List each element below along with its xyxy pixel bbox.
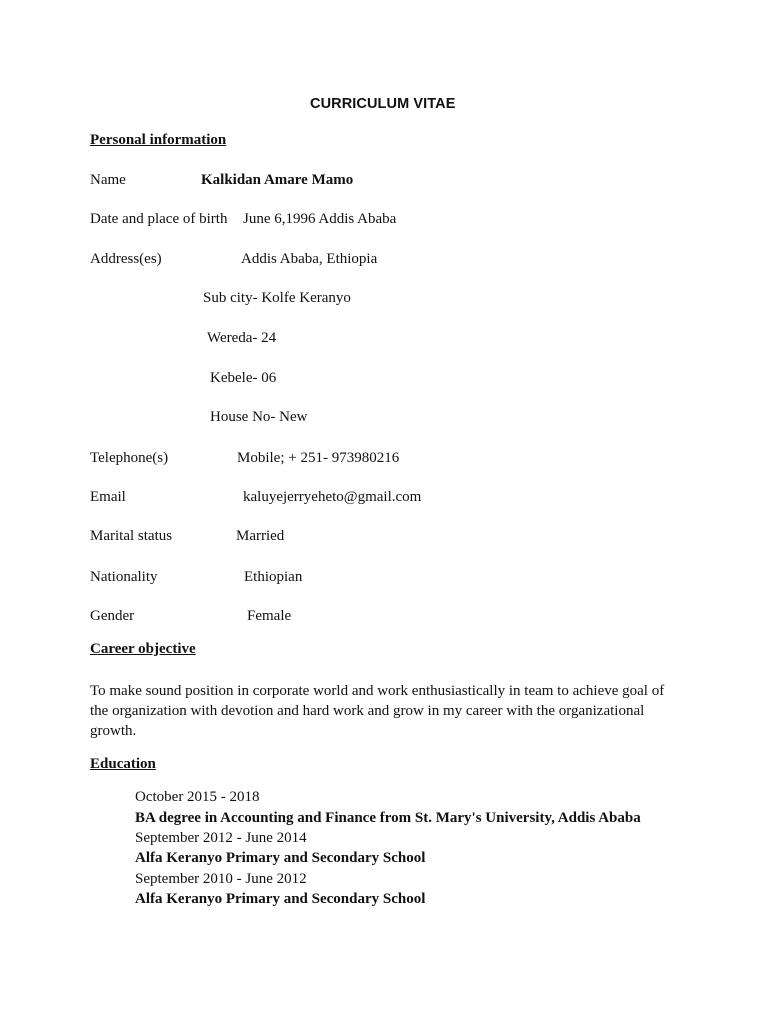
- nationality-label: Nationality: [90, 569, 158, 585]
- address-line: Wereda- 24: [207, 330, 277, 346]
- marital-label: Marital status: [90, 528, 173, 544]
- education-period: October 2015 - 2018: [135, 789, 260, 805]
- address-line: Addis Ababa, Ethiopia: [241, 251, 378, 267]
- education-institution: Alfa Keranyo Primary and Secondary School: [135, 891, 426, 907]
- education-period: September 2010 - June 2012: [135, 871, 307, 887]
- section-heading-education: Education: [90, 756, 156, 772]
- address-line: House No- New: [210, 409, 308, 425]
- birth-value: June 6,1996 Addis Ababa: [243, 211, 397, 227]
- education-period: September 2012 - June 2014: [135, 830, 307, 846]
- marital-value: Married: [236, 528, 285, 544]
- name-label: Name: [90, 172, 126, 188]
- email-value: kaluyejerryeheto@gmail.com: [243, 489, 422, 505]
- email-label: Email: [90, 489, 126, 505]
- education-institution: BA degree in Accounting and Finance from St. Mary's University, Addis Ababa: [135, 810, 641, 826]
- address-line: Kebele- 06: [210, 370, 277, 386]
- section-heading-personal: Personal information: [90, 132, 227, 148]
- career-objective-text: To make sound position in corporate world and work enthusiastically in team to achieve goal of the organization with devotion and hard work and grow in my career with the organizational growth.: [90, 683, 665, 739]
- telephone-label: Telephone(s): [90, 450, 169, 466]
- telephone-value: Mobile; + 251- 973980216: [237, 450, 400, 466]
- name-value: Kalkidan Amare Mamo: [201, 172, 354, 188]
- address-label: Address(es): [90, 251, 162, 267]
- birth-label: Date and place of birth: [90, 211, 228, 227]
- document-title: CURRICULUM VITAE: [310, 96, 456, 112]
- address-line: Sub city- Kolfe Keranyo: [203, 290, 351, 306]
- education-institution: Alfa Keranyo Primary and Secondary School: [135, 850, 426, 866]
- gender-value: Female: [247, 608, 292, 624]
- gender-label: Gender: [90, 608, 135, 624]
- nationality-value: Ethiopian: [244, 569, 303, 585]
- section-heading-career: Career objective: [90, 641, 196, 657]
